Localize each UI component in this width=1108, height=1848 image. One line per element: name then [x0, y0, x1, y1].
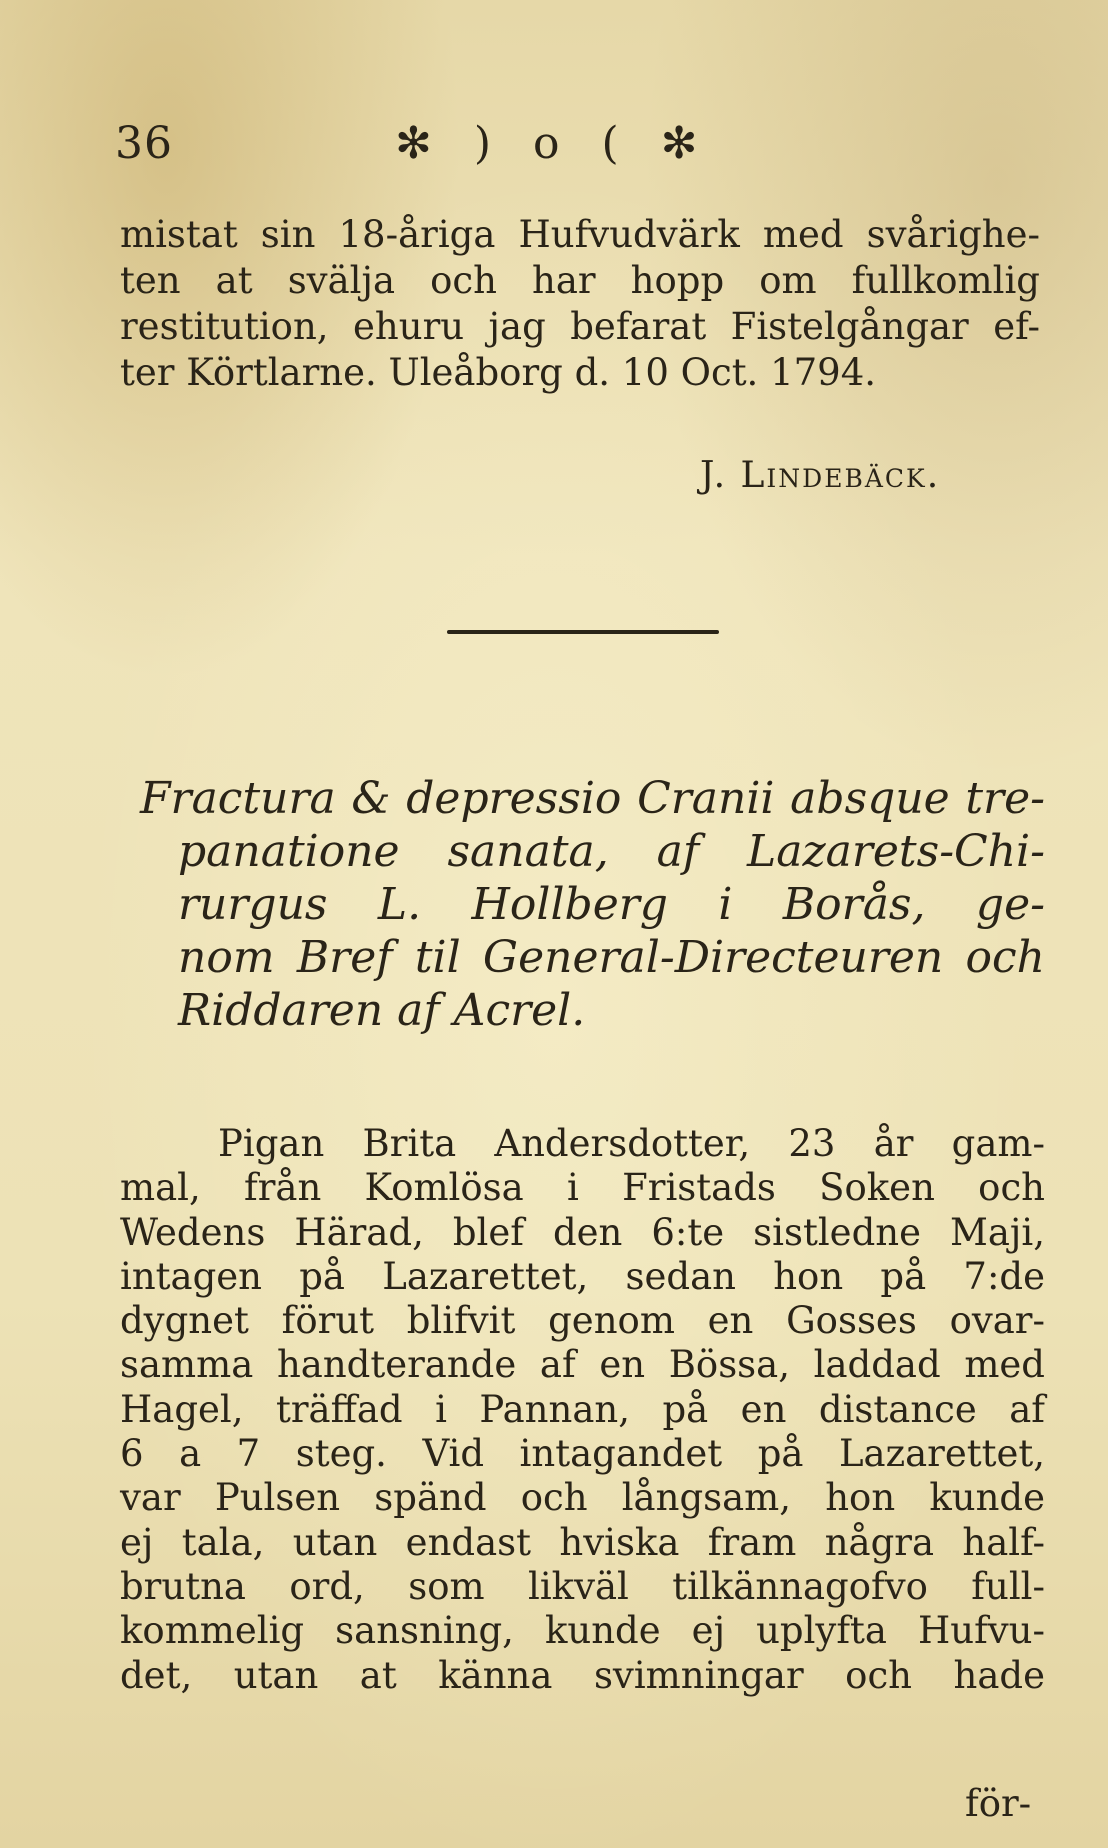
article-title — [140, 772, 1045, 1037]
catchword: för- — [965, 1782, 1032, 1825]
running-head-ornament: ✻ ) o ( ✻ — [395, 118, 712, 169]
text-line: Wedens Härad, blef den 6:te sistledne Maji, — [120, 1210, 1045, 1254]
body-paragraph — [120, 1122, 1045, 1698]
title-line: Fractura & depressio Cranii absque tre- — [140, 773, 1045, 824]
text-line: 6 a 7 steg. Vid intagandet på Lazarettet, — [120, 1432, 1045, 1476]
title-line: nom Bref til General-Directeuren och — [178, 932, 1045, 983]
text-line: samma handterande af en Bössa, laddad med — [120, 1343, 1045, 1387]
text-line: Hagel, träffad i Pannan, på en distance af — [120, 1387, 1045, 1431]
title-line: Riddaren af Acrel. — [178, 985, 586, 1036]
text-line: Pigan Brita Andersdotter, 23 år gam- — [218, 1122, 1045, 1165]
text-line: var Pulsen spänd och långsam, hon kunde — [120, 1476, 1045, 1520]
text-line: mal, från Komlösa i Fristads Soken och — [120, 1166, 1045, 1210]
text-line: kommelig sansning, kunde ej uplyfta Hufvu- — [120, 1609, 1045, 1653]
page-number: 36 — [115, 118, 173, 169]
page-header — [115, 118, 995, 178]
title-line: panatione sanata, af Lazarets-Chi- — [178, 826, 1045, 877]
text-line: ter Körtlarne. Uleåborg d. 10 Oct. 1794. — [120, 351, 877, 394]
section-divider — [447, 630, 719, 634]
text-line: det, utan at känna svimningar och hade — [120, 1653, 1045, 1697]
text-line: intagen på Lazarettet, sedan hon på 7:de — [120, 1254, 1045, 1298]
signature: J. Lindebäck. — [700, 455, 941, 496]
text-line: restitution, ehuru jag befarat Fistelgångar ef- — [120, 305, 1040, 348]
text-line: mistat sin 18-åriga Hufvudvärk med svårighe- — [120, 213, 1040, 256]
title-line: rurgus L. Hollberg i Borås, ge- — [178, 879, 1045, 930]
text-line: ej tala, utan endast hviska fram några half- — [120, 1520, 1045, 1564]
text-line: ten at svälja och har hopp om fullkomlig — [120, 259, 1040, 302]
text-line: brutna ord, som likväl tilkännagofvo full- — [120, 1564, 1045, 1608]
text-line: dygnet förut blifvit genom en Gosses ovar- — [120, 1299, 1045, 1343]
intro-paragraph — [120, 212, 1040, 396]
